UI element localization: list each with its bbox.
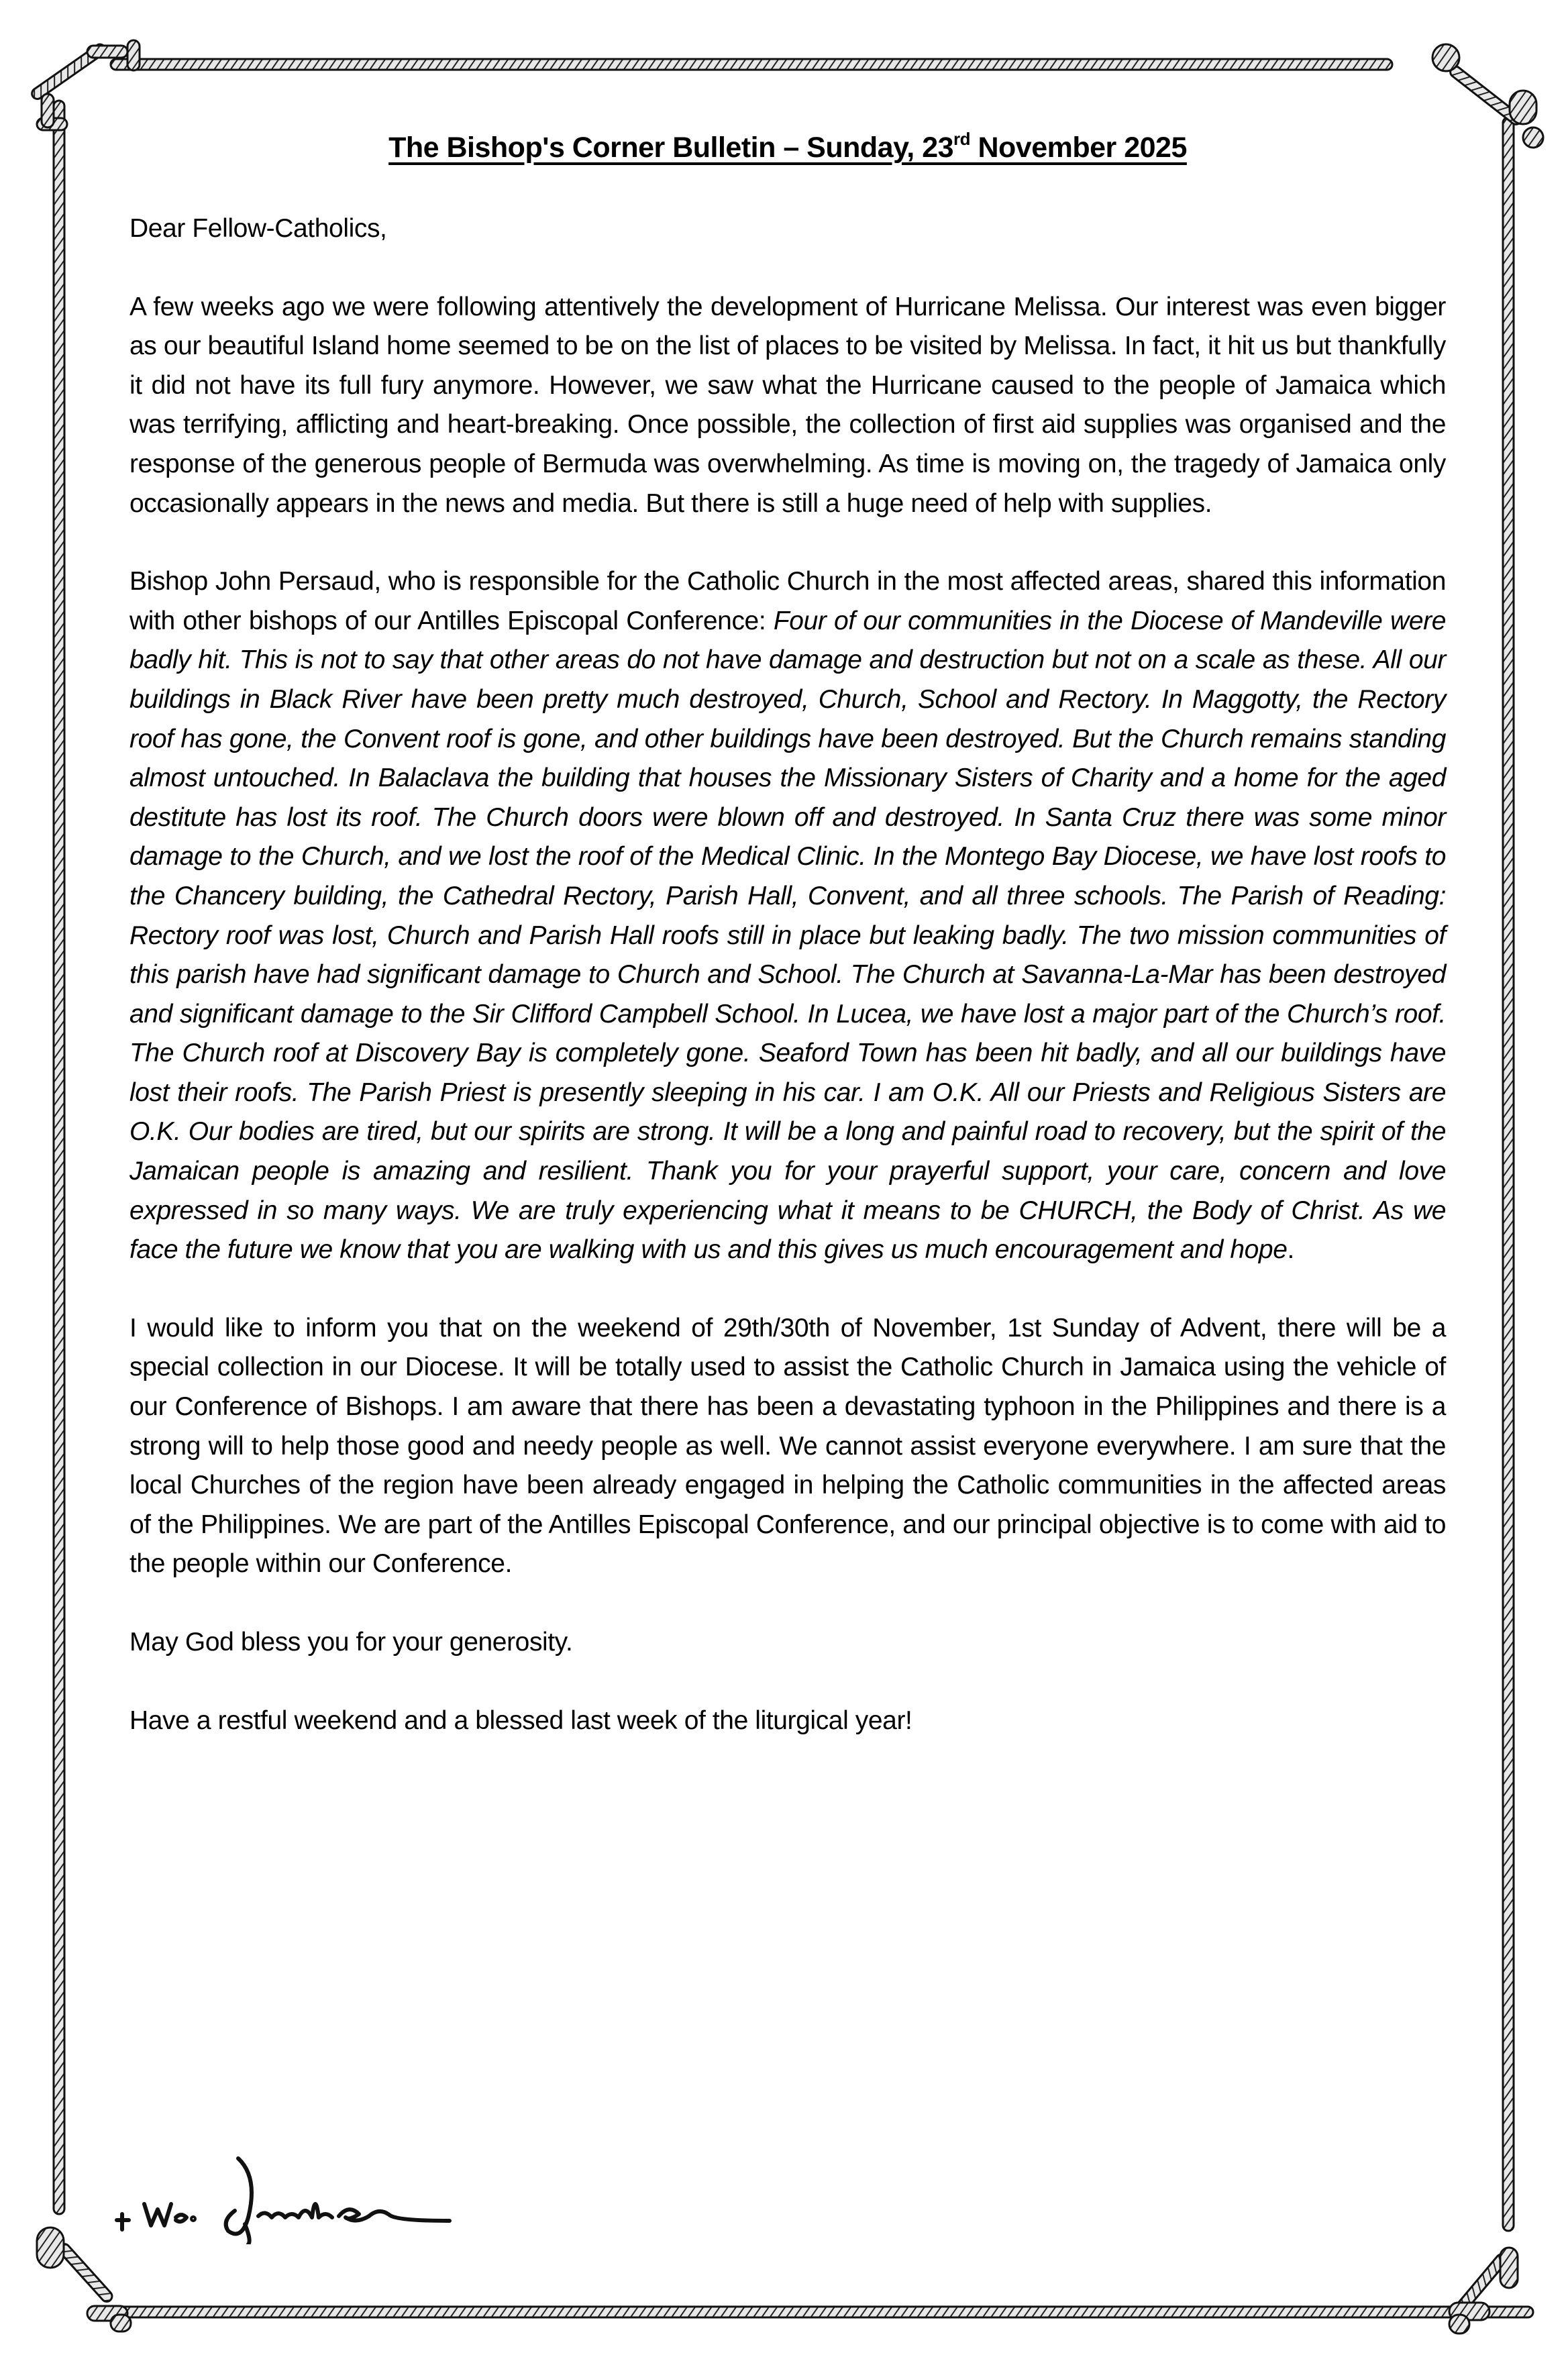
corner-knot-top-left xyxy=(30,40,140,130)
paragraph-bishop-persaud xyxy=(129,562,1446,1270)
title-text: The Bishop's Corner Bulletin – Sunday, 23 xyxy=(388,132,954,164)
paragraph-special-collection: I would like to inform you that on the weekend of 29th/30th of November, 1st Sunday of Advent, there will be a special collection in our Diocese. It will be totally used to assist the Catholic Church in Jamaica using the vehicle of our Conference of Bishops. I am aware that there has been a devastating typhoon in the Philippines and there is a strong will to help those good and needy people as well. We cannot assist everyone everywhere. I am sure that the local Churches of the region have been already engaged in helping the Catholic communities in the affected areas of the Philippines. We are part of the Antilles Episcopal Conference, and our principal objective is to come with aid to the people within our Conference. xyxy=(129,1313,1446,1579)
title-ordinal-suffix: rd xyxy=(953,129,971,149)
corner-knot-top-right xyxy=(1432,44,1543,148)
quoted-report: Four of our communities in the Diocese of Mandeville were badly hit. This is not to say that other areas do not have damage and destruction but not on a scale as these. All our buildings in Black River have been pretty much destroyed, Church, School and Rectory. In Maggotty, the Rectory roof has gone, the Convent roof is gone, and other buildings have been destroyed. But the Church remains standing almost untouched. In Balaclava the building that houses the Missionary Sisters of Charity and a home for the aged destitute has lost its roof. The Church doors were blown off and destroyed. In Santa Cruz there was some minor damage to the Church, and we lost the roof of the Medical Clinic. In the Montego Bay Diocese, we have lost roofs to the Chancery building, the Cathedral Rectory, Parish Hall, Convent, and all three schools. The Parish of Reading: Rectory roof was lost, Church and Parish Hall roofs still in place but leaking badly. The two mission communities of this parish have had significant damage to Church and School. The Church at Savanna-La-Mar has been destroyed and significant damage to the Sir Clifford Campbell School. In Lucea, we have lost a major part of the Church’s roof. The Church roof at Discovery Bay is completely gone. Seaford Town has been hit badly, and all our buildings have lost their roofs. The Parish Priest is presently sleeping in his car. I am O.K. All our Priests and Religious Sisters are O.K. Our bodies are tired, but our spirits are strong. It will be a long and painful road to recovery, but the spirit of the Jamaican people is amazing and resilient. Thank you for your prayerful support, your care, concern and love expressed in so many ways. We are truly experiencing what it means to be CHURCH, the Body of Christ. As we face the future we know that you are walking with us and this gives us much encouragement and hope xyxy=(129,606,1446,1265)
title-date-text: November 2025 xyxy=(970,132,1187,164)
paragraph-closing: Have a restful weekend and a blessed last week of the liturgical year! xyxy=(129,1706,912,1735)
paragraph-hurricane: A few weeks ago we were following attentively the development of Hurricane Melissa. Our interest was even bigger as our beautiful Island home seemed to be on the list of places to be visited by Melissa. In fact, it hit us but thankfully it did not have its full fury anymore. However, we saw what the Hurricane caused to the people of Jamaica which was terrifying, afflicting and heart-breaking. Once possible, the collection of first aid supplies was organised and the response of the generous people of Bermuda was overwhelming. As time is moving on, the tragedy of Jamaica only occasionally appears in the news and media. But there is still a huge need of help with supplies. xyxy=(129,292,1446,518)
border-top xyxy=(111,59,1392,70)
border-right xyxy=(1503,117,1514,2231)
paragraph-end: . xyxy=(1287,1235,1294,1265)
bulletin-letter xyxy=(129,127,1446,1779)
border-bottom xyxy=(91,2307,1533,2317)
paragraph-intro: Bishop John Persaud, who is responsible for the Catholic Church in the most affected areas, shared this information with other bishops of our Antilles Episcopal Conference: xyxy=(129,567,1446,635)
handwritten-signature-icon xyxy=(114,2150,463,2244)
corner-knot-bottom-right xyxy=(1449,2248,1518,2334)
border-left xyxy=(54,101,64,2214)
salutation: Dear Fellow-Catholics, xyxy=(129,214,387,243)
paragraph-blessing: May God bless you for your generosity. xyxy=(129,1628,573,1657)
page-title xyxy=(129,127,1446,168)
